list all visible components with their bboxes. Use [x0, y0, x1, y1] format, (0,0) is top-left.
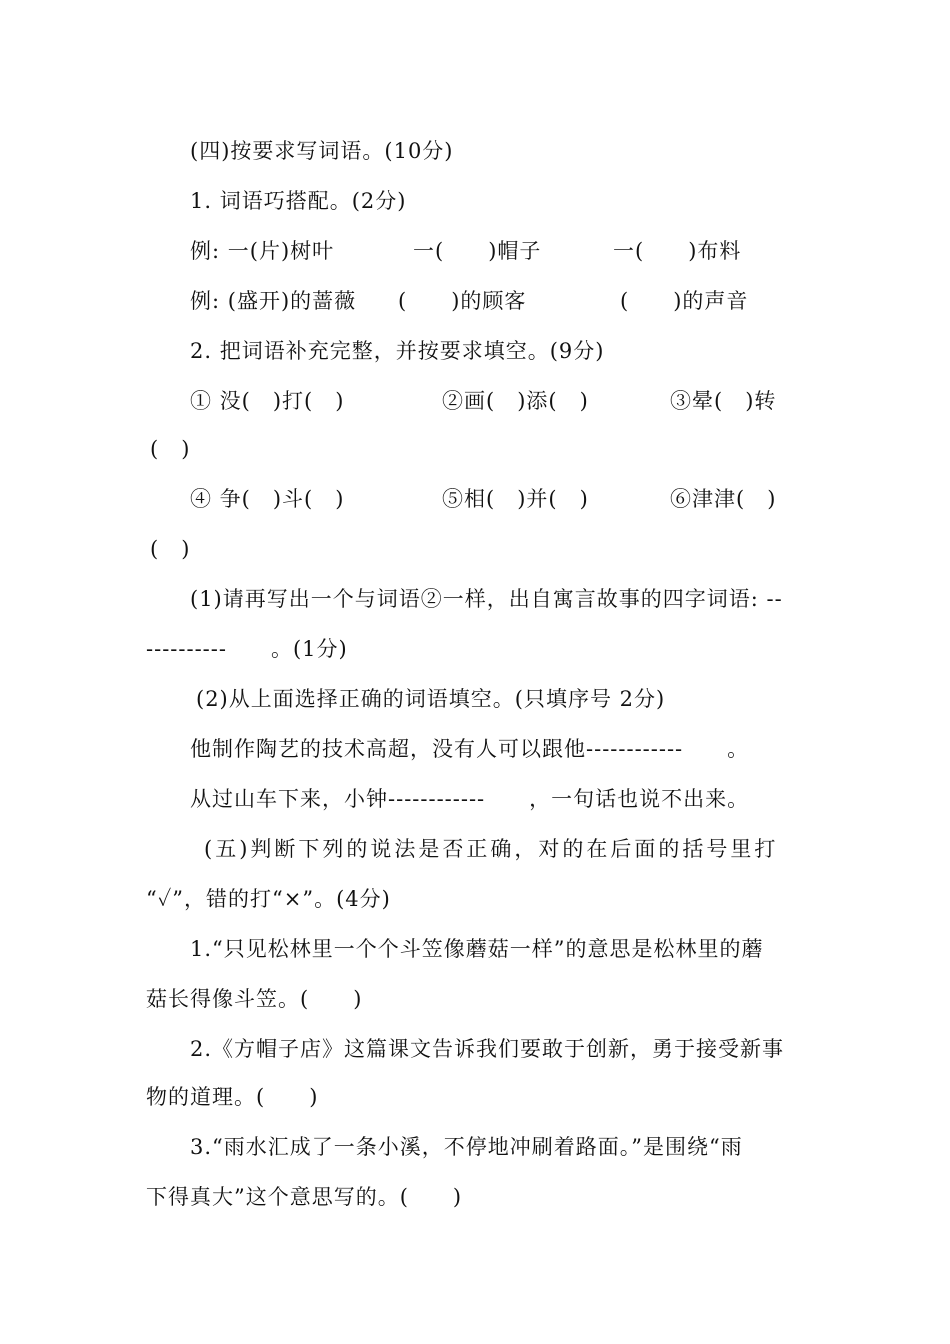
q2-sub2-title: (2)从上面选择正确的词语填空。(只填序号 2分) [196, 687, 666, 711]
q2-row1-part1: ① 没( )打( ) [190, 389, 345, 413]
q1-row1-example: 例: 一(片)树叶 [190, 239, 335, 263]
q2-row2-part3: ⑥津津( ) [670, 487, 777, 511]
q2-row2-wrap: ( ) [150, 537, 191, 561]
q1-row2-item2: ( )的声音 [620, 289, 749, 313]
q2-row2-part2: ⑤相( )并( ) [442, 487, 589, 511]
q2-row1-wrap: ( ) [150, 437, 191, 461]
q2-row1-part3: ③晕( )转 [670, 389, 777, 413]
q1-row1-item1: 一( )帽子 [413, 239, 542, 263]
q2-sub2-sentence1: 他制作陶艺的技术高超，没有人可以跟他------------ 。 [190, 737, 750, 761]
judge-item-3-line2: 下得真大”这个意思写的。( ) [146, 1185, 463, 1209]
judge-item-1-line1: 1.“只见松林里一个个斗笠像蘑菇一样”的意思是松林里的蘑 [190, 937, 764, 961]
q1-row2-item1: ( )的顾客 [398, 289, 527, 313]
section4-heading: (四)按要求写词语。(10分) [190, 139, 454, 163]
q2-sub1-line2: ---------- 。(1分) [146, 637, 348, 661]
q2-row2-part1: ④ 争( )斗( ) [190, 487, 345, 511]
judge-item-3-line1: 3.“雨水汇成了一条小溪，不停地冲刷着路面。”是围绕“雨 [190, 1135, 743, 1159]
section5-heading-line2: “✓”，错的打“×”。(4分) [146, 887, 391, 911]
judge-item-1-line2: 菇长得像斗笠。( ) [146, 987, 363, 1011]
section5-heading-line1: (五)判断下列的说法是否正确，对的在后面的括号里打 [204, 837, 779, 861]
q2-sub1-line1: (1)请再写出一个与词语②一样，出自寓言故事的四字词语: -- [190, 587, 783, 611]
q1-row1-item2: 一( )布料 [613, 239, 742, 263]
q1-row2-example: 例: (盛开)的蔷薇 [190, 289, 357, 313]
q2-row1-part2: ②画( )添( ) [442, 389, 589, 413]
q2-title: 2. 把词语补充完整，并按要求填空。(9分) [190, 339, 605, 363]
judge-item-2-line2: 物的道理。( ) [146, 1085, 319, 1109]
judge-item-2-line1: 2.《方帽子店》这篇课文告诉我们要敢于创新，勇于接受新事 [190, 1037, 785, 1061]
q1-title: 1. 词语巧搭配。(2分) [190, 189, 407, 213]
q2-sub2-sentence2: 从过山车下来，小钟------------ ，一句话也说不出来。 [190, 787, 750, 811]
